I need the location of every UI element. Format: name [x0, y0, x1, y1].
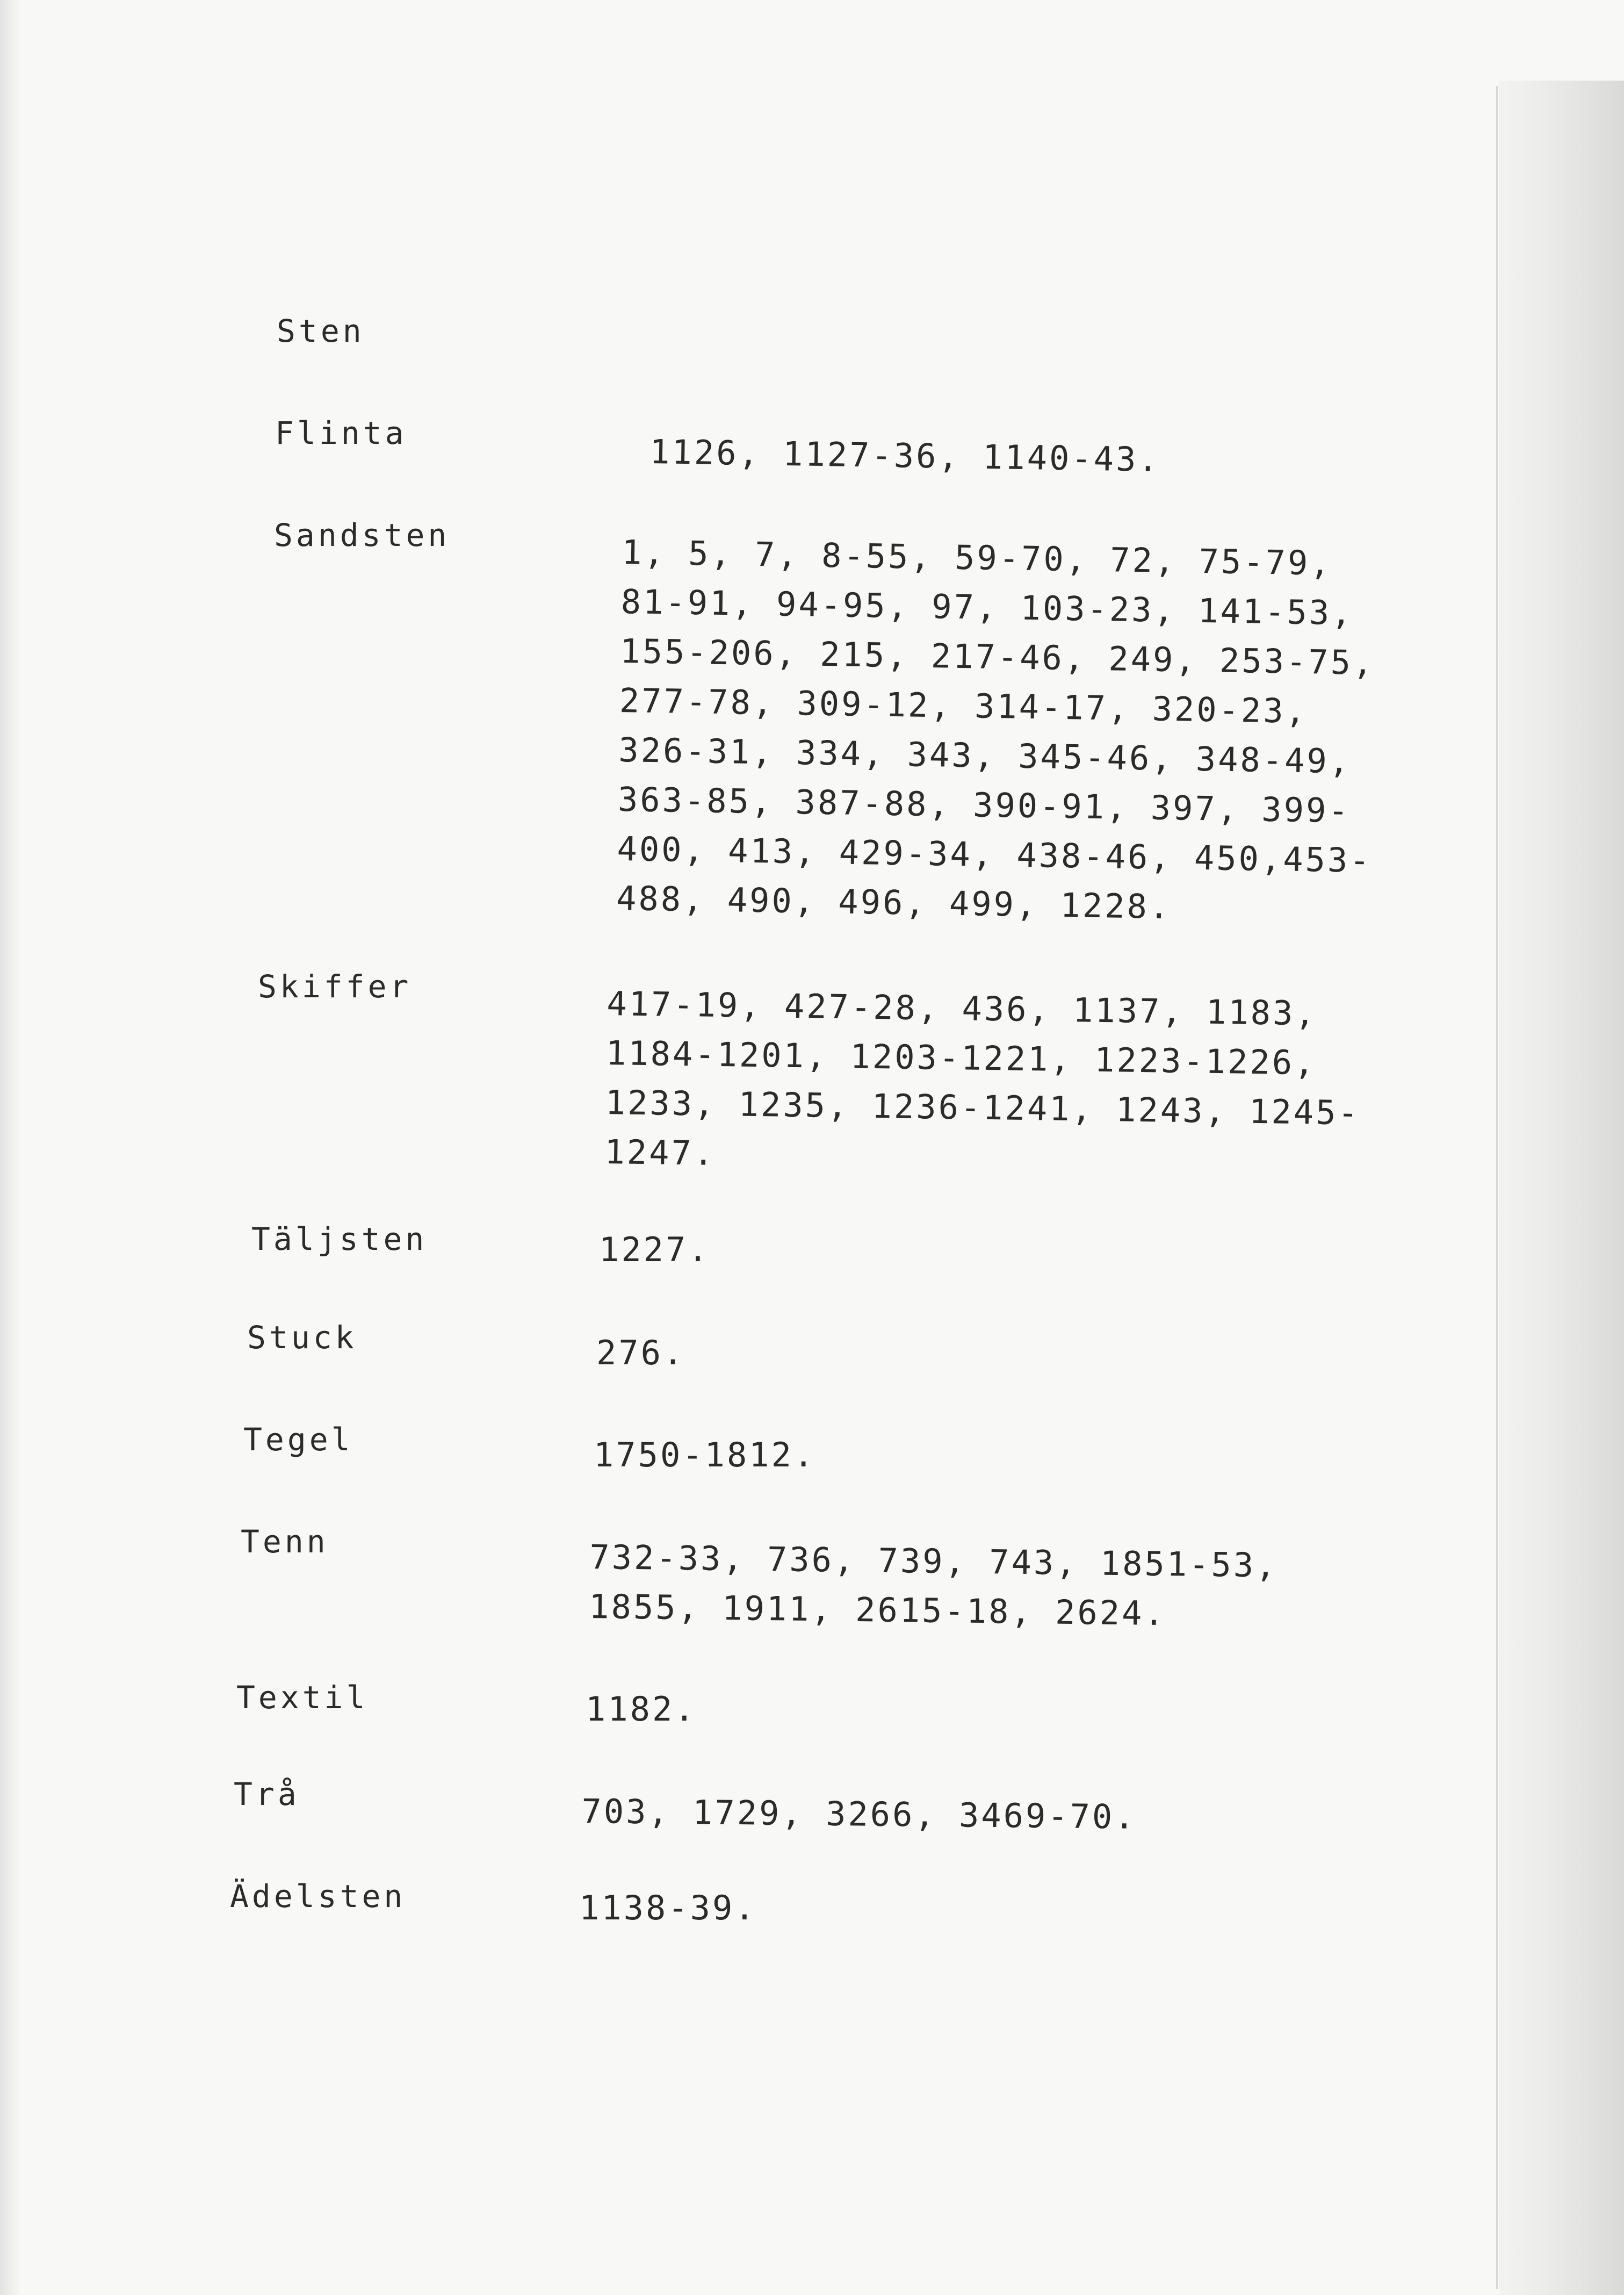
term-taljsten: Täljsten	[251, 1221, 428, 1257]
ref-line: 1, 5, 7, 8-55, 59-70, 72, 75-79,	[621, 532, 1333, 583]
term-flinta: Flinta	[275, 415, 407, 451]
ref-line: 155-206, 215, 217-46, 249, 253-75,	[619, 631, 1375, 683]
refs-sandsten	[616, 528, 1377, 935]
refs-tra	[581, 1787, 1137, 1842]
ref-line: 277-78, 309-12, 314-17, 320-23,	[619, 680, 1308, 731]
term-adelsten: Ädelsten	[230, 1878, 406, 1915]
term-tra: Trå	[234, 1776, 300, 1812]
ref-line: 81-91, 94-95, 97, 103-23, 141-53,	[620, 581, 1354, 633]
ref-line: 1233, 1235, 1236-1241, 1243, 1245-	[605, 1082, 1361, 1133]
ref-line: 1182.	[586, 1689, 697, 1729]
term-sten: Sten	[277, 313, 365, 349]
term-sandsten: Sandsten	[274, 517, 450, 553]
ref-line: 326-31, 334, 343, 345-46, 348-49,	[618, 730, 1352, 781]
ref-line: 276.	[596, 1333, 685, 1372]
ref-line: 488, 490, 496, 499, 1228.	[616, 878, 1172, 927]
refs-tenn	[589, 1533, 1278, 1640]
ref-line: 400, 413, 429-34, 438-46, 450,453-	[617, 829, 1373, 880]
ref-line: 363-85, 387-88, 390-91, 397, 399-	[617, 779, 1351, 831]
ref-line: 1184-1201, 1203-1221, 1223-1226,	[605, 1033, 1317, 1083]
refs-textil	[586, 1685, 697, 1734]
ref-line: 1855, 1911, 2615-18, 2624.	[588, 1586, 1167, 1634]
refs-skiffer	[604, 979, 1362, 1188]
ref-line: 1247.	[604, 1132, 716, 1173]
refs-adelsten	[579, 1883, 757, 1933]
term-stuck: Stuck	[247, 1319, 357, 1356]
refs-stuck	[596, 1328, 685, 1378]
term-tenn: Tenn	[241, 1523, 329, 1560]
ref-line: 417-19, 427-28, 436, 1137, 1183,	[606, 983, 1318, 1033]
term-textil: Textil	[236, 1679, 369, 1716]
term-tegel: Tegel	[243, 1421, 353, 1458]
ref-line: 1126, 1127-36, 1140-43.	[649, 431, 1161, 479]
refs-flinta	[649, 427, 1161, 485]
ref-line: 703, 1729, 3266, 3469-70.	[581, 1791, 1137, 1837]
refs-tegel	[594, 1430, 815, 1480]
term-skiffer: Skiffer	[258, 968, 412, 1005]
ref-line: 1750-1812.	[594, 1435, 816, 1474]
refs-taljsten	[599, 1225, 710, 1275]
ref-line: 1227.	[599, 1230, 710, 1269]
ref-line: 1138-39.	[579, 1888, 757, 1927]
ref-line: 732-33, 736, 739, 743, 1851-53,	[589, 1537, 1278, 1585]
